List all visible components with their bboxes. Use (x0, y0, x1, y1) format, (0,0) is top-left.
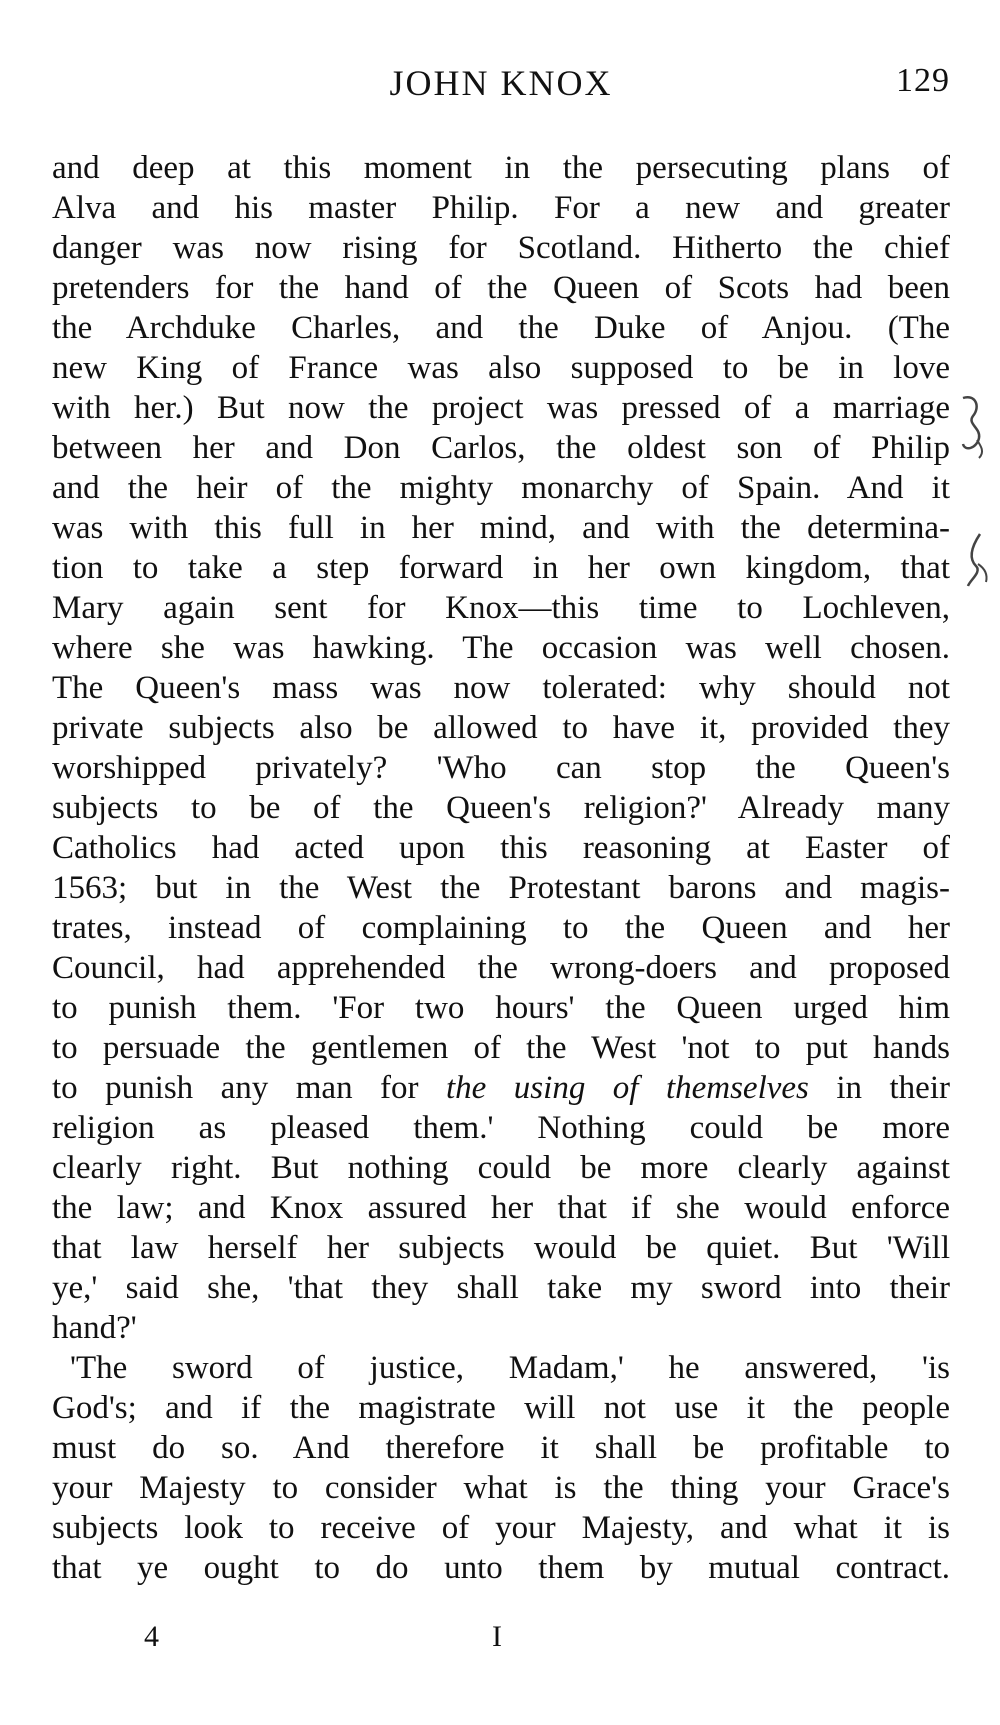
text-line: trates, instead of complaining to the Queen and her (52, 910, 950, 946)
text-line: subjects look to receive of your Majesty, and what it is (52, 1510, 950, 1546)
text-line: and the heir of the mighty monarchy of Spain. And it (52, 470, 950, 506)
text-line: ye,' said she, 'that they shall take my sword into their (52, 1270, 950, 1306)
text-line: tion to take a step forward in her own kingdom, that (52, 550, 950, 586)
text-line: worshipped privately? 'Who can stop the Queen's (52, 750, 950, 786)
margin-handwriting-mark (962, 530, 992, 590)
text-line: Alva and his master Philip. For a new and greater (52, 190, 950, 226)
text-line: religion as pleased them.' Nothing could be more (52, 1110, 950, 1146)
text-line: private subjects also be allowed to have it, provided they (52, 710, 950, 746)
text-line: that ye ought to do unto them by mutual contract. (52, 1550, 950, 1586)
running-title: JOHN KNOX (389, 63, 613, 103)
text-line: 1563; but in the West the Protestant barons and magis- (52, 870, 950, 906)
page-footer (52, 1620, 950, 1670)
italic-phrase: the using of themselves (446, 1070, 809, 1106)
signature-mark-center: I (492, 1620, 502, 1653)
text-line: God's; and if the magistrate will not use it the people (52, 1390, 950, 1426)
body-text (52, 148, 950, 1588)
text-line: hand?' (52, 1310, 137, 1346)
text-line: danger was now rising for Scotland. Hitherto the chief (52, 230, 950, 266)
text-line: between her and Don Carlos, the oldest son of Philip (52, 430, 950, 466)
page-number: 129 (896, 62, 950, 99)
text-line: to punish them. 'For two hours' the Queen urged him (52, 990, 950, 1026)
text-line: Catholics had acted upon this reasoning at Easter of (52, 830, 950, 866)
signature-mark-left: 4 (144, 1620, 159, 1653)
text-line: Council, had apprehended the wrong-doers and proposed (52, 950, 950, 986)
text-line: was with this full in her mind, and with the determina- (52, 510, 950, 546)
text-line: must do so. And therefore it shall be profitable to (52, 1430, 950, 1466)
text-line: where she was hawking. The occasion was well chosen. (52, 630, 950, 666)
text-line: The Queen's mass was now tolerated: why should not (52, 670, 950, 706)
text-line: Mary again sent for Knox—this time to Lochleven, (52, 590, 950, 626)
text-line: 'The sword of justice, Madam,' he answered, 'is (70, 1350, 950, 1386)
text-line: the Archduke Charles, and the Duke of Anjou. (The (52, 310, 950, 346)
text-line: the law; and Knox assured her that if she would enforce (52, 1190, 950, 1226)
text-line: clearly right. But nothing could be more clearly against (52, 1150, 950, 1186)
text-line-with-italic: to punish any man for the using of themselves in their (52, 1070, 950, 1106)
page-header (52, 56, 950, 112)
text-line: pretenders for the hand of the Queen of Scots had been (52, 270, 950, 306)
text-line: new King of France was also supposed to be in love (52, 350, 950, 386)
text-line: to persuade the gentlemen of the West 'not to put hands (52, 1030, 950, 1066)
text-line: subjects to be of the Queen's religion?' Already many (52, 790, 950, 826)
text-line: your Majesty to consider what is the thing your Grace's (52, 1470, 950, 1506)
text-line: that law herself her subjects would be quiet. But 'Will (52, 1230, 950, 1266)
text-line: with her.) But now the project was pressed of a marriage (52, 390, 950, 426)
text-line: and deep at this moment in the persecuting plans of (52, 150, 950, 186)
margin-handwriting-mark (955, 392, 991, 462)
